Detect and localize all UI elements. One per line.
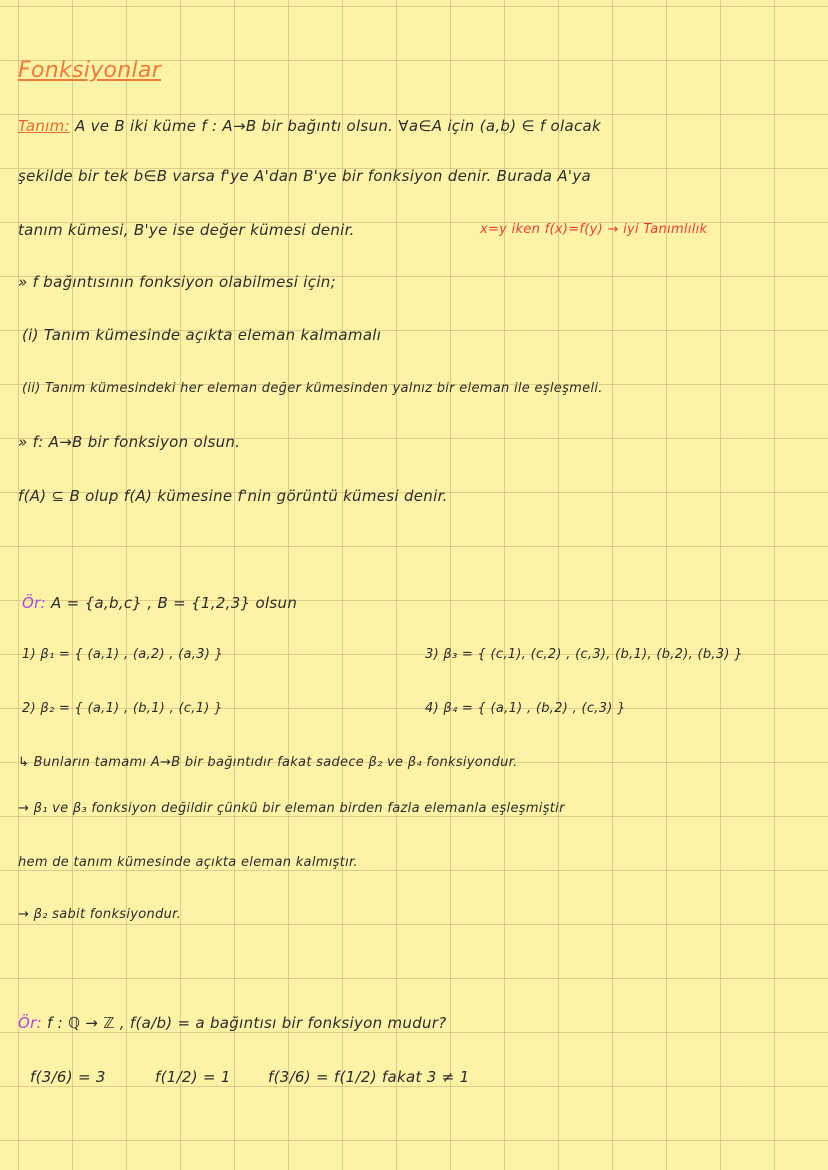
conclusion-3: hem de tanım kümesinde açıkta eleman kalmıştır. <box>18 855 358 870</box>
definition-line-1 <box>18 117 601 135</box>
example1-given-line <box>22 594 297 612</box>
relation-b2: 2) β₂ = { (a,1) , (b,1) , (c,1) } <box>22 701 223 716</box>
example1-given: A = {a,b,c} , B = {1,2,3} olsun <box>51 594 298 612</box>
conditions-intro: » f bağıntısının fonksiyon olabilmesi için; <box>18 273 336 291</box>
page-title: Fonksiyonlar <box>18 58 162 83</box>
well-defined-note: x=y iken f(x)=f(y) → iyi Tanımlılık <box>480 222 708 237</box>
definition-line-3: tanım kümesi, B'ye ise değer kümesi denir. <box>18 221 355 239</box>
conclusion-4: → β₂ sabit fonksiyondur. <box>18 907 182 922</box>
conclusion-2: → β₁ ve β₃ fonksiyon değildir çünkü bir eleman birden fazla elemanla eşleşmiştir <box>18 801 565 816</box>
definition-line-2: şekilde bir tek b∈B varsa f'ye A'dan B'ye bir fonksiyon denir. Burada A'ya <box>18 167 591 185</box>
conclusion-1: ↳ Bunların tamamı A→B bir bağıntıdır fakat sadece β₂ ve β₄ fonksiyondur. <box>18 755 518 770</box>
condition-1: (i) Tanım kümesinde açıkta eleman kalmamalı <box>22 326 382 344</box>
condition-2: (ii) Tanım kümesindeki her eleman değer kümesinden yalnız bir eleman ile eşleşmeli. <box>22 381 603 396</box>
example2-question-line <box>18 1014 447 1032</box>
relation-b4: 4) β₄ = { (a,1) , (b,2) , (c,3) } <box>425 701 626 716</box>
relation-b1: 1) β₁ = { (a,1) , (a,2) , (a,3) } <box>22 647 224 662</box>
relation-b3: 3) β₃ = { (c,1), (c,2) , (c,3), (b,1), (b,2), (b,3) } <box>425 647 743 662</box>
image-def-line-1: » f: A→B bir fonksiyon olsun. <box>18 433 241 451</box>
image-def-line-2: f(A) ⊆ B olup f(A) kümesine f'nin görüntü kümesi denir. <box>18 487 448 505</box>
definition-text-1: A ve B iki küme f : A→B bir bağıntı olsun. ∀a∈A için (a,b) ∈ f olacak <box>75 117 601 135</box>
example2-eval-3: f(3/6) = f(1/2) fakat 3 ≠ 1 <box>268 1068 470 1086</box>
example2-question: f : ℚ → ℤ , f(a/b) = a bağıntısı bir fonksiyon mudur? <box>47 1014 447 1032</box>
example2-label: Ör: <box>18 1014 42 1032</box>
example1-label: Ör: <box>22 594 46 612</box>
example2-eval-1: f(3/6) = 3 <box>30 1068 106 1086</box>
definition-label: Tanım: <box>18 117 70 135</box>
example2-eval-2: f(1/2) = 1 <box>155 1068 231 1086</box>
